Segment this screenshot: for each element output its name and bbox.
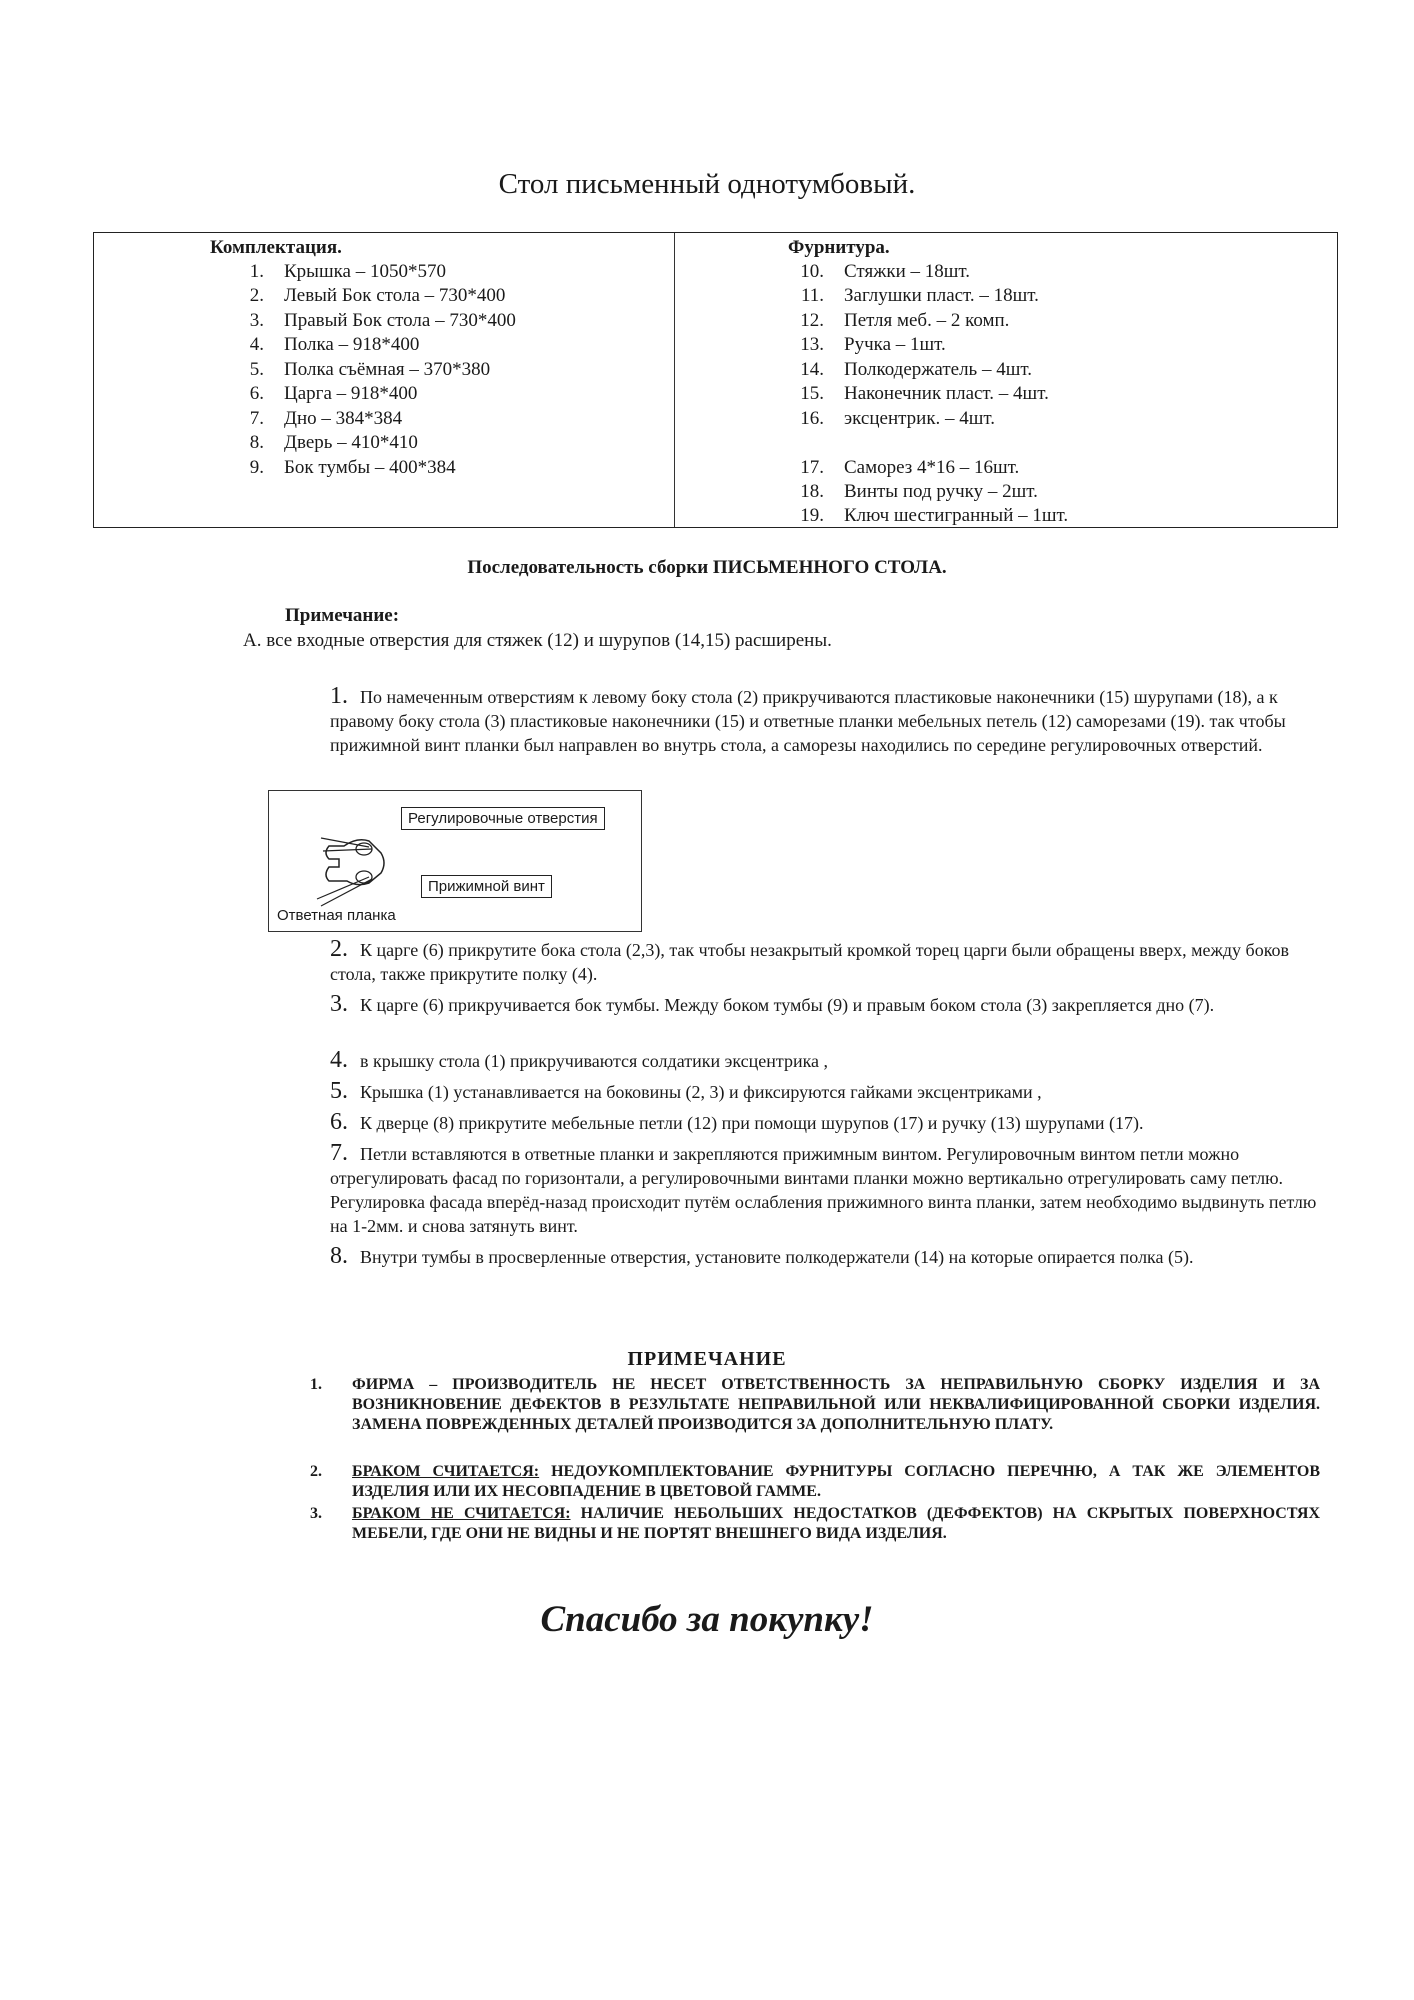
complect-item: 3. Правый Бок стола – 730*400 <box>249 310 516 331</box>
primechanie-item: 1. ФИРМА – ПРОИЗВОДИТЕЛЬ НЕ НЕСЕТ ОТВЕТСТВЕННОСТЬ ЗА НЕПРАВИЛЬНУЮ СБОРКУ ИЗДЕЛИЯ И ЗА ВОЗНИКНОВЕНИЕ ДЕФЕКТОВ В РЕЗУЛЬТАТЕ НЕПРАВИЛЬНОЙ ИЛИ НЕКВАЛИФИЦИРОВАННОЙ СБОРКИ ИЗДЕЛИЯ. ЗАМЕНА ПОВРЕЖДЕННЫХ ДЕТАЛЕЙ ПРОИЗВОДИТСЯ ЗА ДОПОЛНИТЕЛЬНУЮ ПЛАТУ. <box>310 1376 1320 1433</box>
assembly-step: 3. К царге (6) прикручивается бок тумбы. Между боком тумбы (9) и правым боком стола (3) закрепляется дно (7). <box>330 991 1215 1017</box>
parts-table <box>93 232 1338 528</box>
complect-item: 1. Крышка – 1050*570 <box>249 261 446 282</box>
assembly-step: 5. Крышка (1) устанавливается на боковины (2, 3) и фиксируются гайками эксцентриками , <box>330 1078 1042 1104</box>
hardware-item: 11. Заглушки пласт. – 18шт. <box>800 285 1039 306</box>
hardware-item: 19. Ключ шестигранный – 1шт. <box>800 505 1069 526</box>
hardware-item: 16. эксцентрик. – 4шт. <box>800 408 996 429</box>
note-text: А. все входные отверстия для стяжек (12) и шурупов (14,15) расширены. <box>243 630 832 651</box>
hardware-item: 15. Наконечник пласт. – 4шт. <box>800 383 1049 404</box>
complect-item: 7. Дно – 384*384 <box>249 408 403 429</box>
primechanie-heading: ПРИМЕЧАНИЕ <box>627 1348 787 1370</box>
complect-item: 5. Полка съёмная – 370*380 <box>249 359 491 380</box>
hinge-plate-diagram <box>268 790 642 932</box>
assembly-step: 8. Внутри тумбы в просверленные отверстия, установите полкодержатели (14) на которые опирается полка (5). <box>330 1243 1194 1269</box>
assembly-step: 2. К царге (6) прикрутите бока стола (2,3), так чтобы незакрытый кромкой торец царги были обращены вверх, между боков стола, также прикрутите полку (4). <box>330 936 1290 984</box>
assembly-step: 4. в крышку стола (1) прикручиваются солдатики эксцентрика , <box>330 1047 829 1073</box>
note-heading: Примечание: <box>285 605 400 626</box>
primechanie-item: 2. БРАКОМ СЧИТАЕТСЯ: НЕДОУКОМПЛЕКТОВАНИЕ ФУРНИТУРЫ СОГЛАСНО ПЕРЕЧНЮ, А ТАК ЖЕ ЭЛЕМЕНТОВ ИЗДЕЛИЯ ИЛИ ИХ НЕСОВПАДЕНИЕ В ЦВЕТОВОЙ ГАММЕ. <box>310 1463 1320 1500</box>
complect-item: 6. Царга – 918*400 <box>249 383 418 404</box>
complect-item: 2. Левый Бок стола – 730*400 <box>249 285 506 306</box>
label-clamp-screw: Прижимной винт <box>421 875 552 898</box>
sequence-title: Последовательность сборки ПИСЬМЕННОГО СТОЛА. <box>467 557 947 578</box>
hardware-item: 17. Саморез 4*16 – 16шт. <box>800 457 1020 478</box>
complect-item: 8. Дверь – 410*410 <box>249 432 418 453</box>
complect-heading: Комплектация. <box>210 237 342 258</box>
assembly-step: 7. Петли вставляются в ответные планки и закрепляются прижимным винтом. Регулировочным винтом петли можно отрегулировать фасад по горизонтали, а регулировочными винтами планки можно вертикально отрегулировать саму петлю. Регулировка фасада вперёд-назад происходит путём ослабления прижимного винта планки, затем необходимо выдвинуть петлю на 1-2мм. и снова затянуть винт. <box>330 1140 1317 1236</box>
hardware-item: 10. Стяжки – 18шт. <box>800 261 970 282</box>
label-adjust-holes: Регулировочные отверстия <box>401 807 605 830</box>
hardware-heading: Фурнитура. <box>788 237 890 258</box>
assembly-step: 6. К дверце (8) прикрутите мебельные петли (12) при помощи шурупов (17) и ручку (13) шурупами (17). <box>330 1109 1144 1135</box>
table-divider <box>674 233 675 527</box>
primechanie-item: 3. БРАКОМ НЕ СЧИТАЕТСЯ: НАЛИЧИЕ НЕБОЛЬШИХ НЕДОСТАТКОВ (ДЕФФЕКТОВ) НА СКРЫТЫХ ПОВЕРХНОСТЯХ МЕБЕЛИ, ГДЕ ОНИ НЕ ВИДНЫ И НЕ ПОРТЯТ ВНЕШНЕГО ВИДА ИЗДЕЛИЯ. <box>310 1505 1321 1542</box>
complect-item: 4. Полка – 918*400 <box>249 334 420 355</box>
complect-item: 9. Бок тумбы – 400*384 <box>249 457 456 478</box>
hardware-item: 12. Петля меб. – 2 комп. <box>800 310 1010 331</box>
assembly-step: 1. По намеченным отверстиям к левому боку стола (2) прикручиваются пластиковые наконечники (15) шурупами (18), а к правому боку стола (3) пластиковые наконечники (15) и ответные планки мебельных петель (12) саморезами (19). так чтобы прижимной винт планки был направлен во внутрь стола, а саморезы находились по середине регулировочных отверстий. <box>330 683 1286 755</box>
thanks-message: Спасибо за покупку! <box>540 1599 874 1640</box>
page-title: Стол письменный однотумбовый. <box>498 168 916 200</box>
hardware-item: 18. Винты под ручку – 2шт. <box>800 481 1038 502</box>
hardware-item: 13. Ручка – 1шт. <box>800 334 946 355</box>
hardware-item: 14. Полкодержатель – 4шт. <box>800 359 1032 380</box>
label-counter-plate: Ответная планка <box>277 907 396 924</box>
